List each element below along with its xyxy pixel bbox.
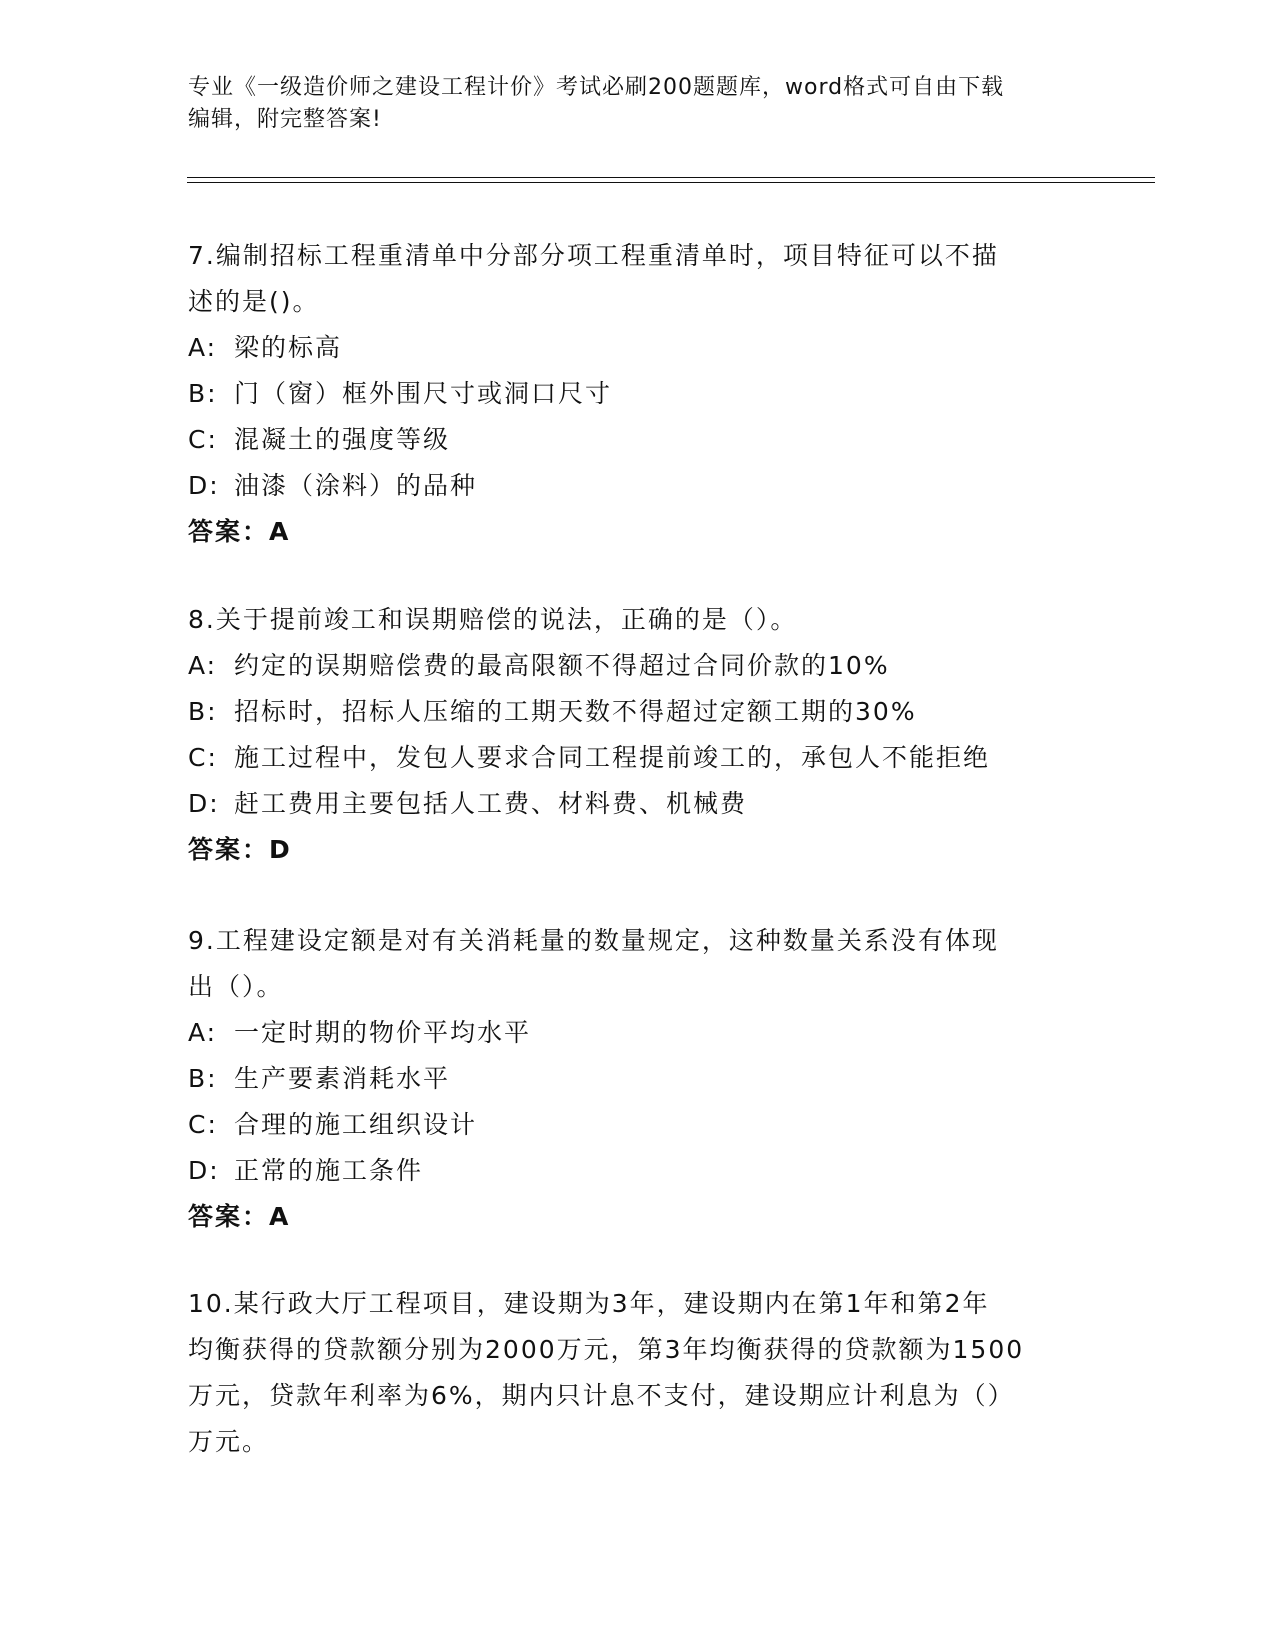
option-text: 一定时期的物价平均水平: [234, 1018, 532, 1047]
option-d: [188, 1148, 1088, 1194]
option-text: 施工过程中，发包人要求合同工程提前竣工的，承包人不能拒绝: [234, 743, 991, 772]
option-text: 混凝土的强度等级: [234, 425, 451, 454]
option-letter: B:: [188, 379, 218, 408]
option-text: 招标时，招标人压缩的工期天数不得超过定额工期的30%: [234, 697, 917, 726]
option-text: 梁的标高: [234, 333, 343, 362]
answer-line: 答案：D: [188, 835, 292, 864]
question-9: [188, 918, 1088, 1240]
question-stem-line: 9.工程建设定额是对有关消耗量的数量规定，这种数量关系没有体现: [188, 926, 999, 955]
option-d: [188, 463, 1088, 509]
header-rule-top: [187, 177, 1155, 178]
option-text: 正常的施工条件: [234, 1156, 424, 1185]
option-a: [188, 325, 1088, 371]
option-text: 赶工费用主要包括人工费、材料费、机械费: [234, 789, 748, 818]
option-b: [188, 1056, 1088, 1102]
answer-line: 答案：A: [188, 517, 291, 546]
question-stem-line: 8.关于提前竣工和误期赔偿的说法，正确的是（）。: [188, 605, 798, 634]
question-stem-line: 万元。: [188, 1427, 270, 1456]
question-stem-line: 均衡获得的贷款额分别为2000万元，第3年均衡获得的贷款额为1500: [188, 1335, 1025, 1364]
option-c: [188, 735, 1088, 781]
option-c: [188, 417, 1088, 463]
option-text: 油漆（涂料）的品种: [234, 471, 478, 500]
option-letter: D:: [188, 471, 220, 500]
question-10: [188, 1281, 1088, 1465]
question-stem-line: 述的是()。: [188, 287, 320, 316]
header-line-2: 编辑，附完整答案!: [188, 107, 382, 132]
option-letter: B:: [188, 1064, 218, 1093]
document-header: [188, 72, 1068, 136]
option-d: [188, 781, 1088, 827]
header-rule-bottom: [187, 182, 1155, 183]
option-text: 约定的误期赔偿费的最高限额不得超过合同价款的10%: [234, 651, 890, 680]
option-b: [188, 371, 1088, 417]
option-text: 合理的施工组织设计: [234, 1110, 478, 1139]
question-7: [188, 233, 1088, 555]
question-stem-line: 万元，贷款年利率为6%，期内只计息不支付，建设期应计利息为（）: [188, 1381, 1015, 1410]
header-line-1: 专业《一级造价师之建设工程计价》考试必刷200题题库，word格式可自由下载: [188, 75, 1005, 100]
question-8: [188, 597, 1088, 873]
answer-line: 答案：A: [188, 1202, 291, 1231]
option-a: [188, 1010, 1088, 1056]
option-letter: A:: [188, 1018, 218, 1047]
option-letter: D:: [188, 789, 220, 818]
option-text: 生产要素消耗水平: [234, 1064, 451, 1093]
option-c: [188, 1102, 1088, 1148]
option-letter: B:: [188, 697, 218, 726]
option-letter: D:: [188, 1156, 220, 1185]
option-letter: C:: [188, 1110, 218, 1139]
option-letter: A:: [188, 333, 218, 362]
question-stem-line: 出（）。: [188, 972, 284, 1001]
option-b: [188, 689, 1088, 735]
option-letter: A:: [188, 651, 218, 680]
option-letter: C:: [188, 743, 218, 772]
option-text: 门（窗）框外围尺寸或洞口尺寸: [234, 379, 613, 408]
question-stem-line: 7.编制招标工程重清单中分部分项工程重清单时，项目特征可以不描: [188, 241, 999, 270]
question-stem-line: 10.某行政大厅工程项目，建设期为3年，建设期内在第1年和第2年: [188, 1289, 990, 1318]
option-letter: C:: [188, 425, 218, 454]
option-a: [188, 643, 1088, 689]
